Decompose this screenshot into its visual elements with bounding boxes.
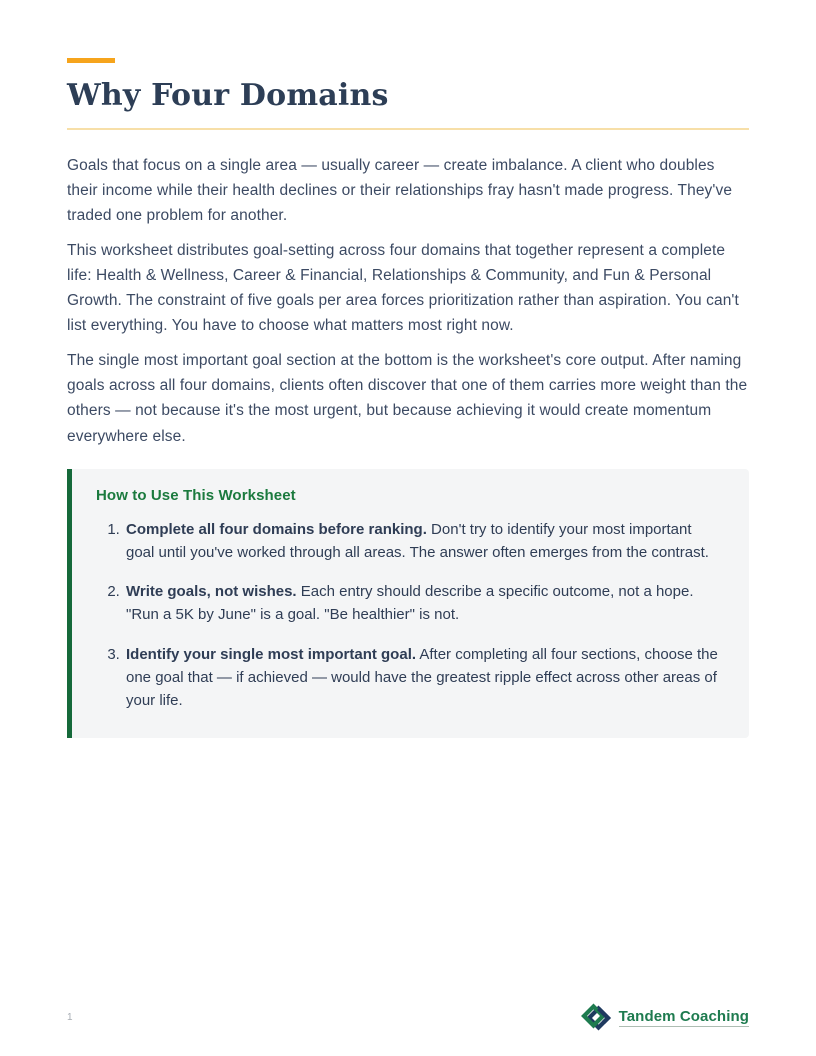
brand-logo-link[interactable] <box>581 1002 749 1032</box>
list-item-lead: Write goals, not wishes. <box>126 583 297 601</box>
list-item-lead: Complete all four domains before ranking. <box>126 520 427 538</box>
paragraph-core-output: The single most important goal section at the bottom is the worksheet's core output. After naming goals across all four domains, clients often discover that one of them carries more weight than the others — not because it's the most urgent, but because achieving it would create momentum everywhere else. <box>67 352 748 445</box>
page-title: Why Four Domains <box>67 79 749 130</box>
page-number: 1 <box>67 1011 73 1023</box>
list-item <box>124 518 721 565</box>
list-item-lead: Identify your single most important goal. <box>126 645 417 663</box>
paragraph-imbalance: Goals that focus on a single area — usually career — create imbalance. A client who doubles their income while their health declines or their relationships fray hasn't made progress. They've traded one problem for another. <box>67 156 733 224</box>
callout-title: How to Use This Worksheet <box>96 486 296 504</box>
tandem-diamond-icon <box>581 1002 611 1032</box>
page-footer <box>67 1002 749 1032</box>
callout-instructions-list <box>124 518 721 713</box>
brand-name: Tandem Coaching <box>618 1007 749 1025</box>
accent-bar <box>67 58 115 63</box>
how-to-use-callout <box>67 469 749 739</box>
paragraph-four-domains: This worksheet distributes goal-setting across four domains that together represent a complete life: Health & Wellness, Career & Financial, Relationships & Community, and Fun & Personal Growth. The constraint of five goals per area forces prioritization rather than aspiration. You can't list everything. You have to choose what matters most right now. <box>67 241 739 335</box>
list-item-text: After completing all four sections, choose the one goal that — if achieved — would have the greatest ripple effect across other areas of your life. <box>126 645 718 710</box>
list-item-text: Each entry should describe a specific outcome, not a hope. "Run a 5K by June" is a goal. "Be healthier" is not. <box>126 583 694 624</box>
list-item-text: Don't try to identify your most important goal until you've worked through all areas. The answer often emerges from the contrast. <box>126 520 709 561</box>
intro-section <box>67 153 749 449</box>
list-item <box>124 643 721 713</box>
list-item <box>124 580 721 627</box>
